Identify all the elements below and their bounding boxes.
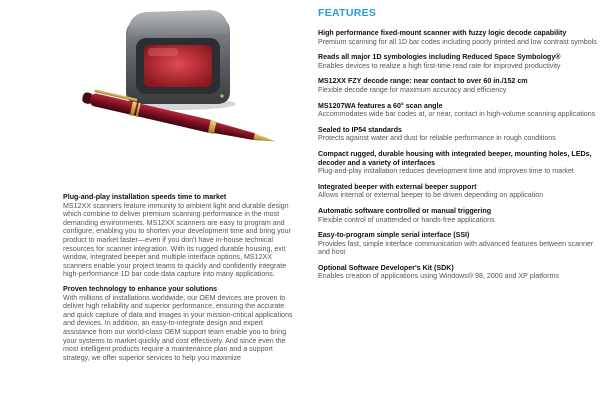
feature-heading: Compact rugged, durable housing with integrated beeper, mounting holes, LEDs, decoder and a variety of interfaces bbox=[318, 149, 592, 167]
feature-heading: Integrated beeper with external beeper support bbox=[318, 182, 477, 191]
feature-heading: Optional Software Developer's Kit (SDK) bbox=[318, 263, 454, 272]
feature-body: Plug-and-play installation reduces development time and improves time to market bbox=[318, 167, 574, 176]
feature-heading: MS12XX FZY decode range: near contact to over 60 in./152 cm bbox=[318, 77, 528, 86]
feature-heading: Reads all major 1D symbologies including Reduced Space Symbology® bbox=[318, 53, 561, 62]
feature-heading: High performance fixed-mount scanner with fuzzy logic decode capability bbox=[318, 29, 567, 37]
section-body: MS12XX scanners feature immunity to ambient light and durable design which combine to deliver premium scanning performance in the most demanding environments. MS12XX scanners are easy to program and configure, enabling you to shorten your development time and bring your product to market faster—even if you don't have in-house technical resources for scanner integration. With its rugged durable housing, exit window, integrated beeper and multiple interface options, MS12XX scanners enable your project teams to quickly and confidently integrate high-performance 1D bar code data capture into many applications. bbox=[63, 201, 291, 279]
features-column bbox=[318, 0, 600, 288]
feature-item bbox=[318, 102, 600, 119]
feature-body: Enables devices to realize a high first-time read rate for improved productivity bbox=[318, 61, 561, 70]
section-body: With millions of installations worldwide, our OEM devices are proven to deliver high reliability and superior performance, ensuring the accurate and quick capture of data and images in your mission-critical applications and devices. In addition, an easy-to-integrate design and expert assistance from our world-class OEM support team enable you to bring your systems to market quickly and cost effectively. And since even the most intelligent products require a maintenance plan and a support strategy, we offer superior services to help you maximize bbox=[63, 293, 293, 362]
feature-item bbox=[318, 53, 600, 70]
feature-body: Premium scanning for all 1D bar codes including poorly printed and low contrast symbols bbox=[318, 37, 597, 46]
scanner-icon bbox=[120, 10, 236, 110]
section-plug-and-play bbox=[63, 193, 296, 279]
feature-item bbox=[318, 29, 600, 46]
feature-body: Accommodates wide bar codes at, or near, contact in high-volume scanning applications bbox=[318, 110, 596, 119]
feature-heading: MS1207WA features a 60° scan angle bbox=[318, 101, 443, 110]
feature-item bbox=[318, 126, 600, 143]
feature-item bbox=[318, 183, 600, 200]
left-column bbox=[63, 193, 296, 368]
feature-body: Provides fast, simple interface communication with advanced features between scanner and host bbox=[318, 239, 594, 257]
feature-item bbox=[318, 77, 600, 94]
feature-item bbox=[318, 264, 600, 281]
feature-heading: Easy-to-program simple serial interface (SSI) bbox=[318, 231, 470, 240]
feature-body: Flexible control of unattended or hands-free applications bbox=[318, 215, 495, 224]
feature-item bbox=[318, 231, 600, 257]
feature-item bbox=[318, 150, 600, 176]
section-heading: Proven technology to enhance your solutions bbox=[63, 284, 218, 293]
product-illustration bbox=[60, 0, 300, 172]
feature-body: Flexible decode range for maximum accuracy and efficiency bbox=[318, 85, 507, 94]
section-heading: Plug-and-play installation speeds time to market bbox=[63, 193, 227, 201]
feature-heading: Automatic software controlled or manual triggering bbox=[318, 206, 492, 215]
feature-body: Enables creation of applications using Windows® 98, 2000 and XP platforms bbox=[318, 272, 559, 281]
features-title: FEATURES bbox=[318, 7, 377, 19]
feature-heading: Sealed to IP54 standards bbox=[318, 125, 402, 134]
feature-body: Protects against water and dust for reliable performance in rough conditions bbox=[318, 134, 556, 143]
section-proven-technology bbox=[63, 285, 296, 362]
feature-item bbox=[318, 207, 600, 224]
feature-body: Allows internal or external beeper to be driven depending on application bbox=[318, 191, 544, 200]
